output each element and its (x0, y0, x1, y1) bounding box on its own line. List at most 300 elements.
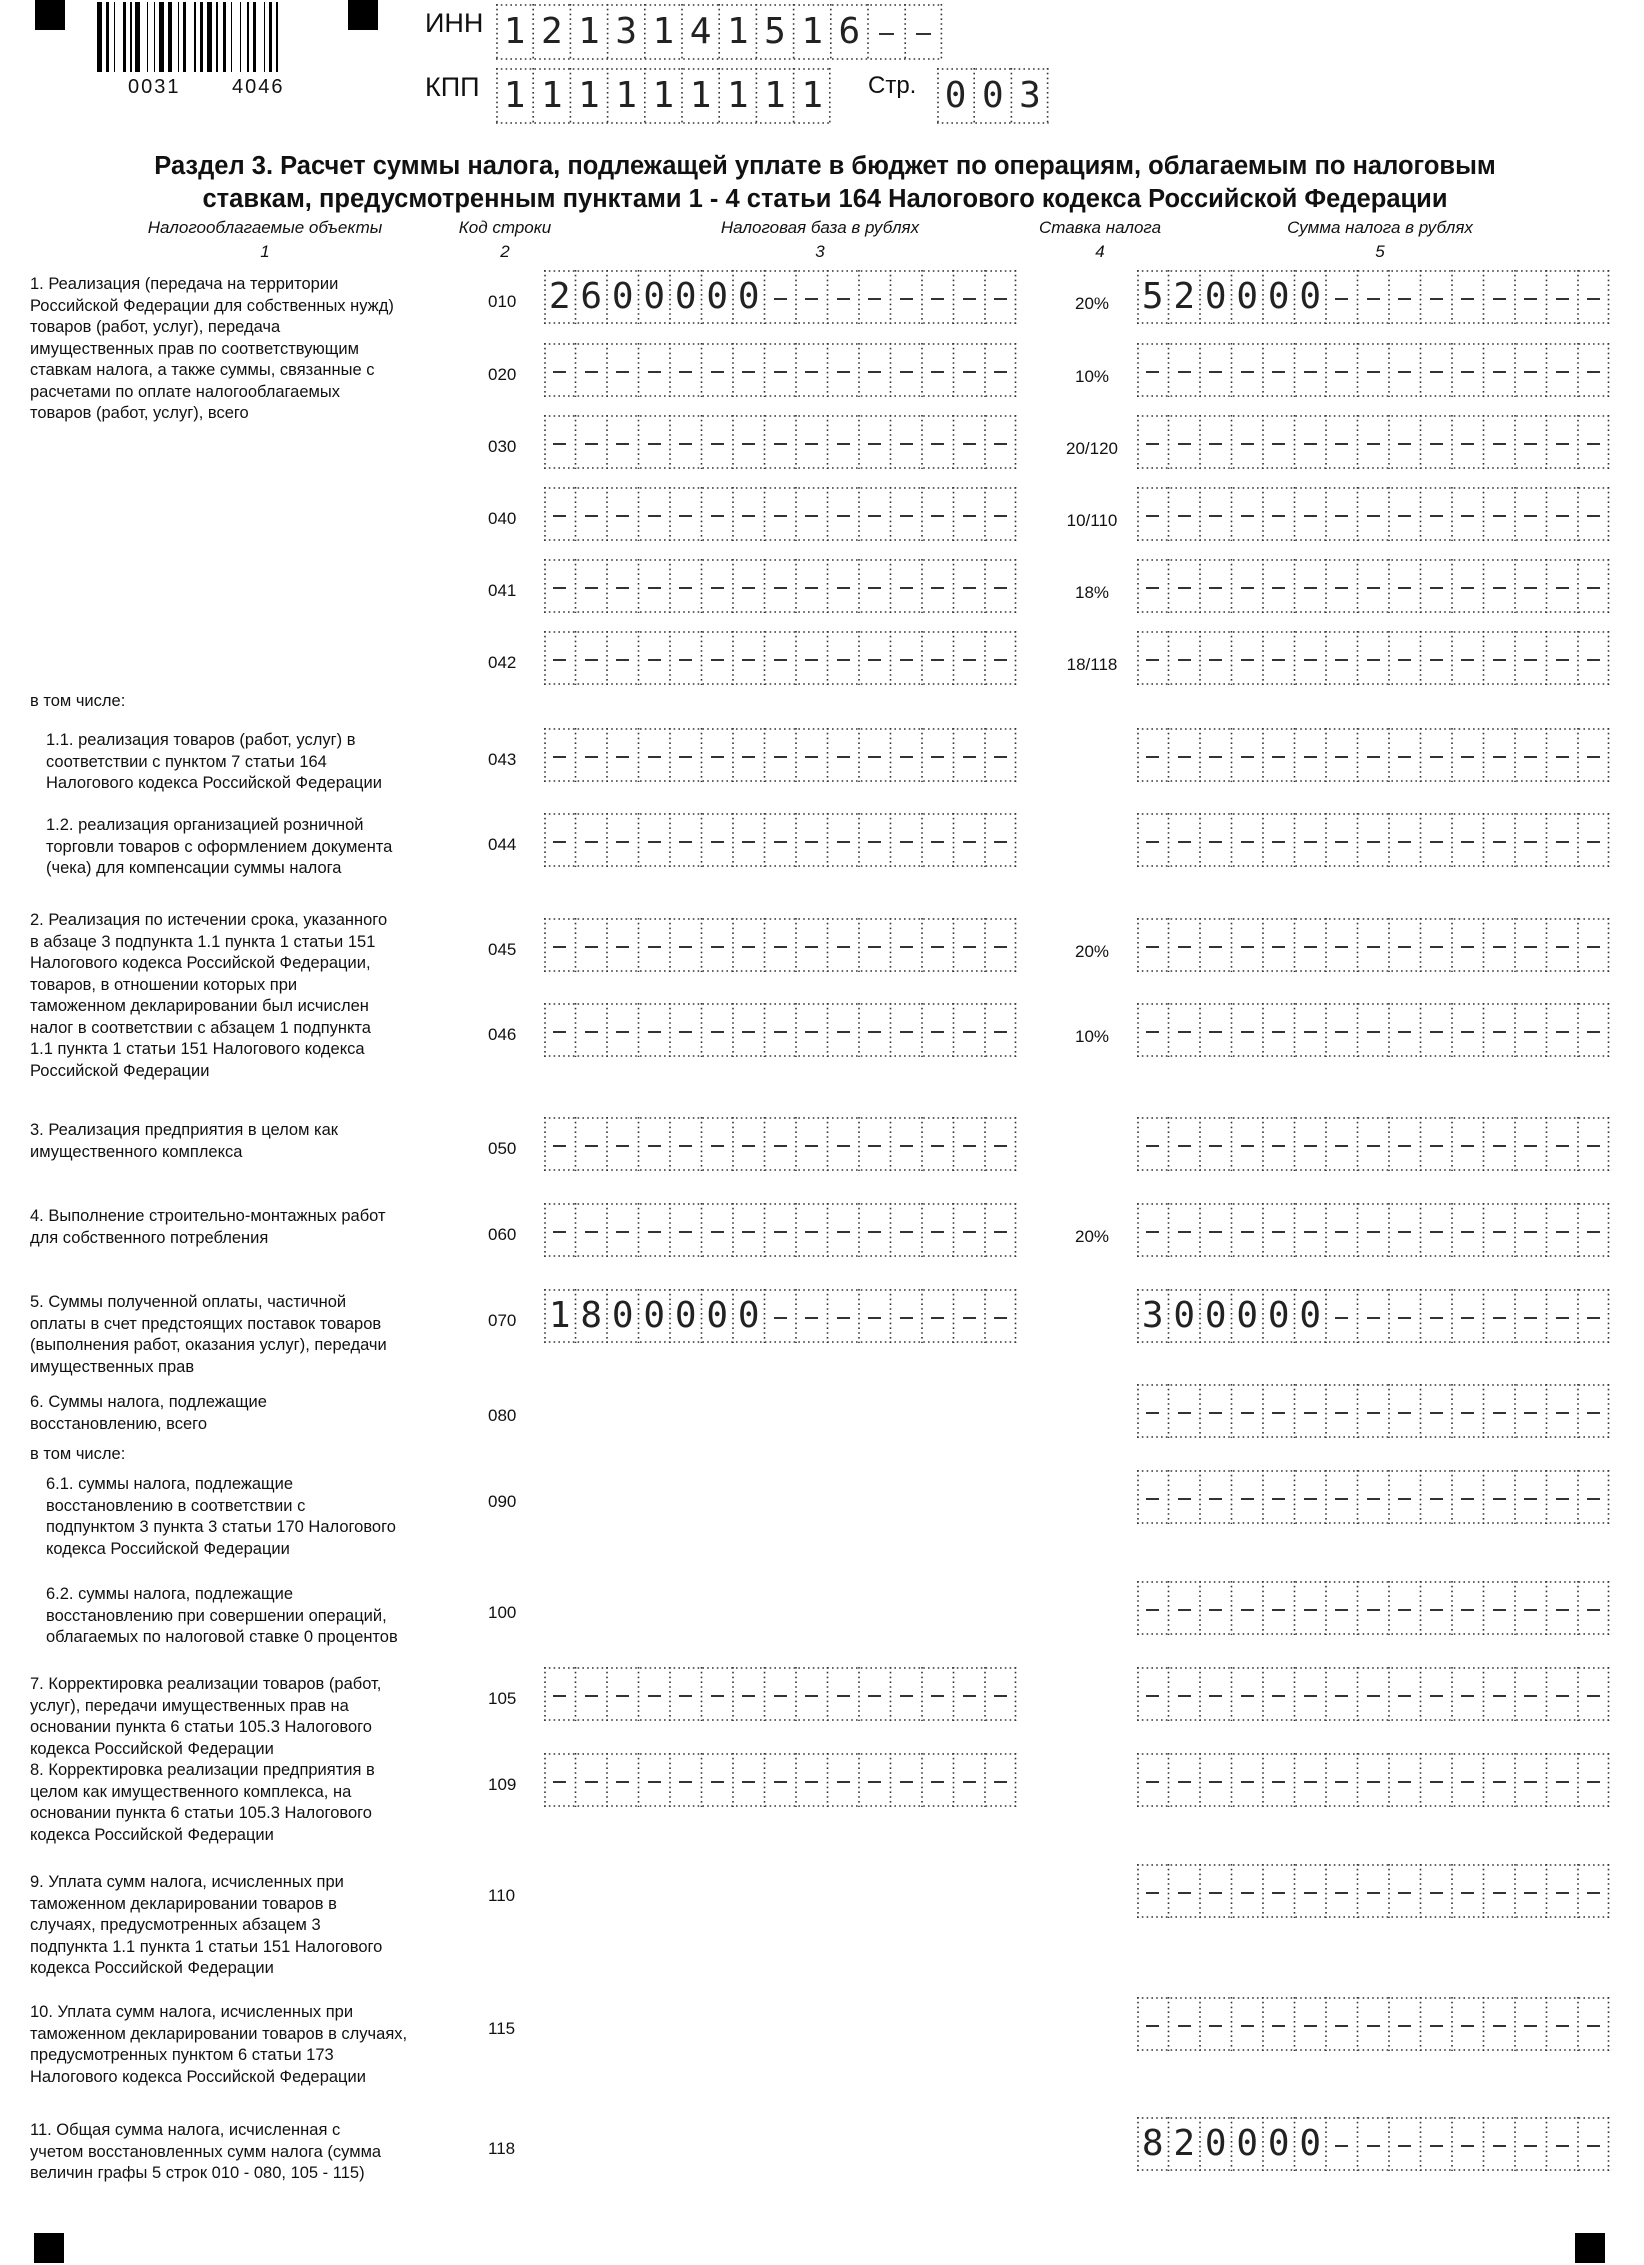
tax-base-field[interactable] (544, 487, 1017, 541)
tax-amount-field[interactable] (1137, 343, 1610, 397)
tax-base-cell[interactable] (702, 415, 734, 469)
tax-base-cell[interactable] (702, 343, 734, 397)
tax-amount-cell[interactable] (1295, 918, 1327, 972)
tax-base-cell[interactable] (796, 270, 828, 324)
tax-base-cell[interactable] (859, 487, 891, 541)
tax-amount-cell[interactable] (1263, 1753, 1295, 1807)
tax-amount-cell[interactable] (1295, 1753, 1327, 1807)
tax-base-cell[interactable] (954, 1753, 986, 1807)
tax-amount-cell[interactable] (1578, 1384, 1610, 1438)
tax-amount-cell[interactable] (1295, 1470, 1327, 1524)
tax-amount-cell[interactable] (1137, 631, 1169, 685)
tax-amount-cell[interactable] (1232, 415, 1264, 469)
tax-amount-cell[interactable] (1200, 1384, 1232, 1438)
tax-amount-cell[interactable] (1232, 1753, 1264, 1807)
tax-base-cell[interactable] (607, 559, 639, 613)
kpp-cell[interactable]: 1 (615, 75, 638, 116)
tax-amount-cell[interactable] (1169, 1667, 1201, 1721)
tax-amount-cell[interactable] (1578, 1289, 1610, 1343)
tax-amount-cell[interactable] (1515, 1667, 1547, 1721)
tax-base-cell[interactable] (733, 415, 765, 469)
tax-base-cell[interactable] (922, 1117, 954, 1171)
tax-base-cell[interactable] (796, 1203, 828, 1257)
tax-amount-cell[interactable] (1547, 1997, 1579, 2051)
tax-amount-cell[interactable] (1169, 343, 1201, 397)
tax-amount-cell[interactable] (1358, 631, 1390, 685)
tax-base-cell[interactable] (576, 415, 608, 469)
tax-amount-cell[interactable]: 0 (1267, 276, 1290, 317)
tax-base-cell[interactable] (985, 813, 1017, 867)
tax-base-cell[interactable] (954, 487, 986, 541)
tax-amount-cell[interactable] (1578, 728, 1610, 782)
tax-amount-cell[interactable] (1421, 1117, 1453, 1171)
tax-amount-cell[interactable] (1389, 270, 1421, 324)
tax-amount-cell[interactable] (1578, 1203, 1610, 1257)
tax-base-cell[interactable] (765, 728, 797, 782)
tax-amount-cell[interactable] (1232, 631, 1264, 685)
tax-base-cell[interactable] (954, 813, 986, 867)
tax-base-cell[interactable] (733, 1203, 765, 1257)
tax-amount-cell[interactable] (1484, 487, 1516, 541)
tax-amount-cell[interactable] (1232, 1117, 1264, 1171)
tax-base-cell[interactable]: 0 (737, 1295, 760, 1336)
tax-base-cell[interactable]: 0 (737, 276, 760, 317)
tax-amount-cell[interactable] (1137, 1203, 1169, 1257)
tax-amount-cell[interactable] (1547, 1117, 1579, 1171)
tax-amount-cell[interactable] (1137, 1667, 1169, 1721)
tax-base-cell[interactable] (985, 1667, 1017, 1721)
tax-base-cell[interactable] (828, 1753, 860, 1807)
tax-amount-cell[interactable]: 0 (1236, 2123, 1259, 2164)
tax-base-cell[interactable] (733, 487, 765, 541)
tax-base-cell[interactable] (922, 487, 954, 541)
tax-amount-cell[interactable] (1169, 631, 1201, 685)
kpp-cell[interactable]: 1 (726, 75, 749, 116)
tax-amount-cell[interactable] (1169, 559, 1201, 613)
inn-cell[interactable]: 4 (689, 11, 712, 52)
tax-base-cell[interactable]: 0 (643, 1295, 666, 1336)
tax-amount-cell[interactable] (1200, 813, 1232, 867)
tax-amount-field[interactable] (1137, 1997, 1610, 2051)
tax-amount-cell[interactable] (1421, 728, 1453, 782)
tax-amount-cell[interactable] (1295, 1003, 1327, 1057)
tax-amount-cell[interactable] (1389, 415, 1421, 469)
tax-amount-cell[interactable] (1200, 1117, 1232, 1171)
tax-amount-cell[interactable] (1578, 1003, 1610, 1057)
tax-amount-cell[interactable]: 0 (1267, 2123, 1290, 2164)
inn-field[interactable] (496, 4, 942, 60)
tax-amount-field[interactable] (1137, 1117, 1610, 1171)
tax-amount-field[interactable] (1137, 270, 1610, 324)
tax-amount-field[interactable] (1137, 813, 1610, 867)
tax-amount-cell[interactable]: 8 (1141, 2123, 1164, 2164)
tax-base-cell[interactable] (828, 813, 860, 867)
tax-amount-field[interactable] (1137, 1470, 1610, 1524)
tax-amount-cell[interactable] (1452, 270, 1484, 324)
tax-amount-cell[interactable] (1484, 1470, 1516, 1524)
tax-amount-cell[interactable] (1547, 813, 1579, 867)
kpp-cell[interactable]: 1 (801, 75, 824, 116)
tax-base-cell[interactable] (954, 270, 986, 324)
tax-base-field[interactable] (544, 813, 1017, 867)
tax-base-cell[interactable] (607, 343, 639, 397)
tax-amount-cell[interactable] (1547, 343, 1579, 397)
tax-amount-cell[interactable] (1358, 415, 1390, 469)
tax-base-cell[interactable] (639, 559, 671, 613)
tax-base-cell[interactable] (670, 631, 702, 685)
tax-amount-cell[interactable] (1515, 1470, 1547, 1524)
tax-base-cell[interactable] (576, 728, 608, 782)
tax-base-cell[interactable] (576, 559, 608, 613)
tax-base-cell[interactable] (702, 1203, 734, 1257)
tax-amount-cell[interactable] (1389, 631, 1421, 685)
tax-amount-cell[interactable] (1421, 813, 1453, 867)
tax-amount-cell[interactable]: 0 (1267, 1295, 1290, 1336)
tax-amount-cell[interactable] (1578, 415, 1610, 469)
tax-amount-cell[interactable] (1578, 1470, 1610, 1524)
tax-amount-cell[interactable] (1421, 1289, 1453, 1343)
tax-base-cell[interactable] (670, 487, 702, 541)
tax-base-cell[interactable] (922, 415, 954, 469)
tax-base-cell[interactable] (765, 813, 797, 867)
tax-amount-cell[interactable] (1578, 1117, 1610, 1171)
tax-amount-cell[interactable] (1515, 2117, 1547, 2171)
tax-amount-cell[interactable] (1232, 1667, 1264, 1721)
tax-base-cell[interactable]: 6 (580, 276, 603, 317)
tax-amount-cell[interactable] (1547, 1203, 1579, 1257)
tax-amount-cell[interactable] (1326, 2117, 1358, 2171)
tax-base-cell[interactable] (702, 1667, 734, 1721)
tax-amount-cell[interactable] (1137, 1117, 1169, 1171)
tax-amount-cell[interactable] (1515, 1117, 1547, 1171)
tax-amount-cell[interactable] (1358, 1581, 1390, 1635)
tax-amount-cell[interactable] (1547, 631, 1579, 685)
tax-amount-cell[interactable] (1578, 1667, 1610, 1721)
tax-base-cell[interactable] (954, 631, 986, 685)
tax-amount-cell[interactable] (1295, 559, 1327, 613)
tax-base-cell[interactable] (922, 559, 954, 613)
tax-amount-cell[interactable] (1452, 415, 1484, 469)
tax-base-field[interactable] (544, 1203, 1017, 1257)
tax-base-cell[interactable] (576, 1117, 608, 1171)
tax-amount-cell[interactable] (1421, 1470, 1453, 1524)
tax-base-cell[interactable]: 0 (674, 1295, 697, 1336)
inn-cell[interactable]: 1 (726, 11, 749, 52)
tax-amount-cell[interactable] (1515, 1864, 1547, 1918)
tax-base-cell[interactable] (828, 728, 860, 782)
tax-base-field[interactable] (544, 918, 1017, 972)
tax-amount-cell[interactable] (1169, 813, 1201, 867)
tax-amount-cell[interactable] (1578, 2117, 1610, 2171)
tax-base-cell[interactable] (985, 631, 1017, 685)
tax-amount-cell[interactable] (1452, 1581, 1484, 1635)
tax-base-cell[interactable] (576, 343, 608, 397)
tax-amount-cell[interactable] (1358, 1997, 1390, 2051)
tax-base-cell[interactable] (576, 631, 608, 685)
tax-amount-cell[interactable] (1358, 487, 1390, 541)
tax-base-field[interactable] (544, 1117, 1017, 1171)
tax-base-cell[interactable] (544, 918, 576, 972)
tax-amount-cell[interactable] (1326, 1864, 1358, 1918)
tax-amount-cell[interactable] (1326, 1289, 1358, 1343)
tax-base-field[interactable] (544, 1003, 1017, 1057)
tax-base-cell[interactable] (544, 487, 576, 541)
tax-amount-cell[interactable] (1263, 1667, 1295, 1721)
tax-base-cell[interactable] (607, 1667, 639, 1721)
tax-amount-cell[interactable] (1263, 1997, 1295, 2051)
page-cell[interactable]: 0 (944, 75, 967, 116)
tax-amount-cell[interactable] (1515, 918, 1547, 972)
tax-base-cell[interactable] (828, 415, 860, 469)
tax-amount-cell[interactable] (1515, 270, 1547, 324)
tax-base-cell[interactable] (891, 918, 923, 972)
tax-amount-cell[interactable] (1389, 559, 1421, 613)
tax-base-cell[interactable] (922, 813, 954, 867)
tax-amount-cell[interactable] (1452, 2117, 1484, 2171)
tax-amount-cell[interactable] (1263, 1864, 1295, 1918)
tax-amount-cell[interactable] (1484, 631, 1516, 685)
tax-amount-cell[interactable] (1389, 918, 1421, 972)
tax-base-cell[interactable] (954, 559, 986, 613)
tax-amount-cell[interactable] (1326, 1003, 1358, 1057)
tax-amount-cell[interactable] (1358, 1289, 1390, 1343)
kpp-cell[interactable]: 1 (578, 75, 600, 116)
tax-amount-cell[interactable] (1547, 1003, 1579, 1057)
tax-base-cell[interactable] (702, 631, 734, 685)
tax-amount-cell[interactable] (1169, 1753, 1201, 1807)
tax-amount-cell[interactable] (1547, 1753, 1579, 1807)
tax-base-field[interactable] (544, 270, 1017, 324)
inn-cell[interactable] (905, 4, 942, 60)
inn-cell[interactable]: 1 (652, 11, 675, 52)
tax-base-cell[interactable] (828, 1203, 860, 1257)
tax-amount-cell[interactable] (1137, 1470, 1169, 1524)
tax-amount-cell[interactable] (1547, 415, 1579, 469)
tax-amount-cell[interactable] (1547, 728, 1579, 782)
tax-amount-cell[interactable] (1389, 2117, 1421, 2171)
tax-base-cell[interactable] (859, 1117, 891, 1171)
tax-base-cell[interactable] (796, 559, 828, 613)
tax-base-cell[interactable] (859, 343, 891, 397)
tax-base-cell[interactable] (922, 1003, 954, 1057)
tax-amount-cell[interactable] (1326, 813, 1358, 867)
tax-base-field[interactable] (544, 1667, 1017, 1721)
tax-base-cell[interactable] (796, 813, 828, 867)
tax-base-cell[interactable] (891, 728, 923, 782)
tax-amount-cell[interactable] (1200, 728, 1232, 782)
tax-base-cell[interactable] (576, 1753, 608, 1807)
tax-amount-cell[interactable] (1358, 1864, 1390, 1918)
tax-base-field[interactable] (544, 728, 1017, 782)
tax-amount-cell[interactable]: 2 (1173, 276, 1196, 317)
tax-amount-cell[interactable] (1389, 343, 1421, 397)
tax-amount-cell[interactable] (1389, 1003, 1421, 1057)
tax-base-cell[interactable] (733, 1117, 765, 1171)
tax-amount-cell[interactable] (1547, 1667, 1579, 1721)
tax-amount-cell[interactable] (1389, 1581, 1421, 1635)
tax-base-cell[interactable] (891, 343, 923, 397)
tax-base-cell[interactable] (702, 728, 734, 782)
tax-base-cell[interactable] (922, 631, 954, 685)
tax-amount-cell[interactable]: 5 (1141, 276, 1164, 317)
tax-amount-field[interactable] (1137, 1864, 1610, 1918)
tax-base-cell[interactable] (859, 270, 891, 324)
tax-base-cell[interactable] (859, 1667, 891, 1721)
tax-amount-cell[interactable] (1547, 1581, 1579, 1635)
tax-base-cell[interactable] (891, 559, 923, 613)
tax-amount-cell[interactable] (1484, 1753, 1516, 1807)
tax-amount-cell[interactable] (1263, 1581, 1295, 1635)
tax-amount-cell[interactable] (1358, 1667, 1390, 1721)
tax-amount-cell[interactable] (1232, 1470, 1264, 1524)
tax-amount-cell[interactable] (1326, 1470, 1358, 1524)
tax-base-cell[interactable] (639, 631, 671, 685)
tax-amount-field[interactable] (1137, 1003, 1610, 1057)
tax-base-cell[interactable] (576, 1003, 608, 1057)
tax-amount-cell[interactable] (1515, 728, 1547, 782)
tax-base-cell[interactable] (828, 1667, 860, 1721)
tax-amount-cell[interactable] (1263, 487, 1295, 541)
tax-base-cell[interactable] (891, 1117, 923, 1171)
tax-base-cell[interactable]: 2 (548, 276, 571, 317)
tax-base-cell[interactable] (828, 631, 860, 685)
tax-base-cell[interactable] (765, 487, 797, 541)
tax-amount-cell[interactable] (1169, 1997, 1201, 2051)
tax-base-cell[interactable] (607, 1753, 639, 1807)
tax-base-cell[interactable] (544, 1753, 576, 1807)
tax-base-cell[interactable] (796, 415, 828, 469)
tax-base-cell[interactable] (544, 1003, 576, 1057)
tax-amount-field[interactable] (1137, 415, 1610, 469)
tax-amount-cell[interactable] (1326, 631, 1358, 685)
tax-base-cell[interactable] (702, 1003, 734, 1057)
tax-base-cell[interactable] (607, 918, 639, 972)
tax-base-cell[interactable] (670, 559, 702, 613)
tax-base-cell[interactable] (733, 918, 765, 972)
tax-base-cell[interactable] (733, 343, 765, 397)
tax-amount-cell[interactable]: 0 (1236, 1295, 1259, 1336)
tax-base-cell[interactable] (670, 343, 702, 397)
tax-amount-cell[interactable] (1232, 1864, 1264, 1918)
tax-amount-cell[interactable] (1263, 1003, 1295, 1057)
tax-base-cell[interactable]: 0 (706, 1295, 729, 1336)
tax-amount-cell[interactable] (1295, 1864, 1327, 1918)
tax-amount-cell[interactable] (1263, 1117, 1295, 1171)
tax-amount-cell[interactable] (1452, 1203, 1484, 1257)
tax-amount-cell[interactable] (1578, 918, 1610, 972)
tax-amount-cell[interactable] (1515, 343, 1547, 397)
tax-base-cell[interactable] (733, 1003, 765, 1057)
tax-amount-cell[interactable] (1484, 343, 1516, 397)
tax-amount-cell[interactable] (1137, 1581, 1169, 1635)
tax-amount-field[interactable] (1137, 2117, 1610, 2171)
tax-amount-cell[interactable] (1137, 1384, 1169, 1438)
tax-amount-cell[interactable] (1358, 1003, 1390, 1057)
tax-amount-cell[interactable] (1358, 1470, 1390, 1524)
tax-base-cell[interactable] (891, 1203, 923, 1257)
tax-amount-cell[interactable] (1578, 487, 1610, 541)
tax-base-cell[interactable] (576, 487, 608, 541)
tax-base-cell[interactable] (796, 1289, 828, 1343)
tax-amount-field[interactable] (1137, 1203, 1610, 1257)
tax-amount-cell[interactable] (1515, 559, 1547, 613)
tax-amount-cell[interactable] (1200, 1864, 1232, 1918)
tax-amount-cell[interactable] (1452, 1470, 1484, 1524)
tax-amount-cell[interactable] (1200, 1003, 1232, 1057)
tax-amount-cell[interactable] (1232, 728, 1264, 782)
tax-amount-cell[interactable] (1452, 343, 1484, 397)
tax-base-cell[interactable] (576, 1203, 608, 1257)
tax-amount-cell[interactable] (1452, 813, 1484, 867)
tax-amount-cell[interactable] (1169, 1470, 1201, 1524)
tax-base-cell[interactable] (733, 631, 765, 685)
tax-base-cell[interactable] (544, 343, 576, 397)
tax-amount-cell[interactable] (1515, 415, 1547, 469)
tax-base-cell[interactable] (891, 1289, 923, 1343)
tax-amount-cell[interactable] (1452, 1753, 1484, 1807)
tax-base-cell[interactable] (859, 813, 891, 867)
tax-amount-cell[interactable] (1295, 1203, 1327, 1257)
tax-base-cell[interactable] (765, 270, 797, 324)
tax-amount-cell[interactable] (1578, 813, 1610, 867)
tax-amount-cell[interactable] (1484, 1997, 1516, 2051)
tax-amount-cell[interactable] (1295, 343, 1327, 397)
kpp-cell[interactable]: 1 (503, 75, 526, 116)
tax-amount-cell[interactable] (1200, 1581, 1232, 1635)
tax-amount-cell[interactable] (1547, 1384, 1579, 1438)
tax-amount-cell[interactable] (1421, 343, 1453, 397)
tax-amount-cell[interactable] (1484, 728, 1516, 782)
tax-amount-cell[interactable] (1169, 1003, 1201, 1057)
tax-amount-cell[interactable] (1578, 343, 1610, 397)
tax-amount-cell[interactable] (1263, 343, 1295, 397)
tax-base-cell[interactable] (702, 1753, 734, 1807)
tax-amount-cell[interactable] (1263, 559, 1295, 613)
tax-amount-cell[interactable] (1295, 1997, 1327, 2051)
tax-amount-field[interactable] (1137, 631, 1610, 685)
tax-base-cell[interactable] (985, 1289, 1017, 1343)
tax-amount-cell[interactable] (1137, 487, 1169, 541)
tax-base-cell[interactable] (891, 415, 923, 469)
tax-base-cell[interactable] (639, 487, 671, 541)
tax-amount-cell[interactable] (1137, 415, 1169, 469)
tax-amount-cell[interactable]: 2 (1173, 2123, 1196, 2164)
tax-base-cell[interactable] (985, 728, 1017, 782)
tax-base-cell[interactable] (670, 1117, 702, 1171)
tax-amount-cell[interactable] (1200, 415, 1232, 469)
tax-base-cell[interactable] (828, 343, 860, 397)
tax-amount-cell[interactable] (1358, 2117, 1390, 2171)
tax-amount-cell[interactable] (1452, 1997, 1484, 2051)
tax-amount-cell[interactable] (1547, 1289, 1579, 1343)
kpp-cell[interactable]: 1 (652, 75, 675, 116)
tax-base-cell[interactable] (765, 1753, 797, 1807)
tax-base-cell[interactable] (765, 415, 797, 469)
tax-base-cell[interactable] (985, 1003, 1017, 1057)
tax-amount-cell[interactable] (1200, 918, 1232, 972)
tax-amount-cell[interactable] (1515, 1997, 1547, 2051)
tax-amount-cell[interactable] (1263, 728, 1295, 782)
tax-amount-cell[interactable] (1515, 1289, 1547, 1343)
tax-base-cell[interactable] (607, 1203, 639, 1257)
tax-amount-cell[interactable] (1200, 1203, 1232, 1257)
tax-base-cell[interactable] (828, 1289, 860, 1343)
tax-base-cell[interactable] (891, 1667, 923, 1721)
tax-amount-cell[interactable] (1421, 631, 1453, 685)
tax-base-cell[interactable] (639, 813, 671, 867)
tax-amount-cell[interactable] (1358, 1117, 1390, 1171)
tax-base-cell[interactable] (859, 1289, 891, 1343)
